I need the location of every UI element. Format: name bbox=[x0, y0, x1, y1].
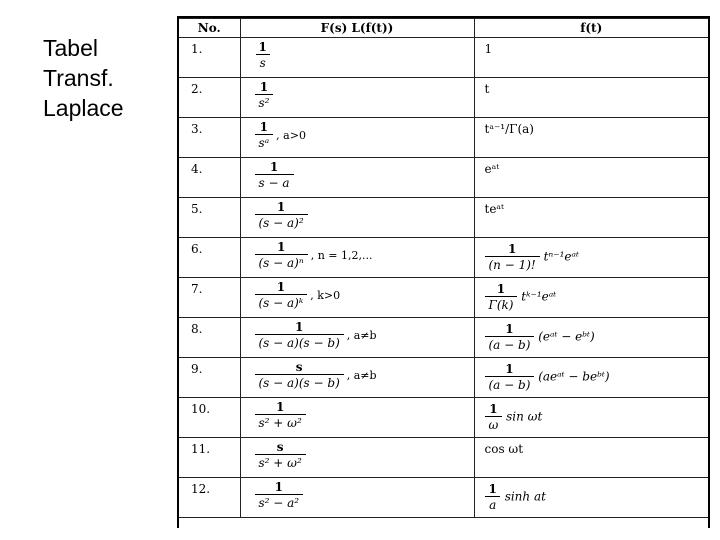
ft-text: t bbox=[484, 82, 490, 96]
fs-cell bbox=[240, 118, 474, 158]
fs-numerator: 1 bbox=[274, 480, 283, 494]
table-row bbox=[179, 358, 708, 398]
fs-fraction bbox=[255, 80, 274, 110]
fs-numerator: 1 bbox=[275, 400, 285, 414]
fs-fraction bbox=[255, 40, 271, 70]
ft-cell bbox=[474, 118, 708, 158]
row-number: 10. bbox=[179, 398, 240, 438]
header-no: No. bbox=[179, 19, 240, 38]
ft-text: tᵃ⁻¹/Γ(a) bbox=[484, 122, 534, 136]
fs-cell bbox=[240, 438, 474, 478]
table-row bbox=[179, 198, 708, 238]
fs-denominator: s² + ω² bbox=[255, 454, 306, 470]
ft-cell bbox=[474, 198, 708, 238]
fs-cell bbox=[240, 398, 474, 438]
fs-denominator: (s − a)ⁿ bbox=[255, 254, 308, 270]
ft-numerator: 1 bbox=[505, 322, 514, 336]
ft-expression: tᵏ⁻¹eᵃᵗ bbox=[521, 289, 557, 304]
row-number: 5. bbox=[179, 198, 240, 238]
fs-cell bbox=[240, 158, 474, 198]
ft-denominator: ω bbox=[485, 416, 503, 432]
fs-denominator: (s − a)(s − b) bbox=[255, 374, 344, 390]
fs-denominator: s bbox=[256, 54, 270, 70]
fs-numerator: 1 bbox=[259, 80, 269, 94]
row-number: 1. bbox=[179, 38, 240, 78]
fs-fraction bbox=[255, 440, 306, 470]
table-row bbox=[179, 478, 708, 518]
ft-cell bbox=[474, 318, 708, 358]
fs-numerator: 1 bbox=[276, 240, 286, 254]
row-number: 2. bbox=[179, 78, 240, 118]
fs-fraction bbox=[255, 280, 308, 310]
fs-fraction bbox=[255, 320, 344, 350]
table-row bbox=[179, 438, 708, 478]
row-number: 12. bbox=[179, 478, 240, 518]
ft-expression: sin ωt bbox=[506, 409, 543, 424]
row-number: 9. bbox=[179, 358, 240, 398]
fs-cell bbox=[240, 478, 474, 518]
fs-fraction bbox=[255, 200, 308, 230]
ft-expression: (aeᵃᵗ − beᵇᵗ) bbox=[538, 369, 610, 384]
ft-numerator: 1 bbox=[488, 482, 497, 496]
ft-expression: tⁿ⁻¹eᵃᵗ bbox=[543, 249, 579, 264]
ft-numerator: 1 bbox=[496, 282, 506, 296]
row-number: 6. bbox=[179, 238, 240, 278]
fs-numerator: s bbox=[295, 360, 303, 374]
ft-denominator: Γ(k) bbox=[485, 296, 518, 312]
ft-fraction bbox=[485, 362, 535, 392]
table-row bbox=[179, 318, 708, 358]
table-row bbox=[179, 238, 708, 278]
fs-denominator: s² + ω² bbox=[255, 414, 306, 430]
fs-denominator: s² − a² bbox=[255, 494, 304, 510]
ft-denominator: (a − b) bbox=[485, 376, 535, 392]
fs-condition: , a≠b bbox=[346, 328, 377, 342]
row-number: 7. bbox=[179, 278, 240, 318]
fs-denominator: (s − a)² bbox=[255, 214, 308, 230]
fs-denominator: (s − a)(s − b) bbox=[255, 334, 344, 350]
ft-cell bbox=[474, 438, 708, 478]
ft-numerator: 1 bbox=[505, 362, 514, 376]
ft-expression: sinh at bbox=[504, 489, 546, 504]
fs-numerator: s bbox=[276, 440, 284, 454]
table-row bbox=[179, 78, 708, 118]
row-number: 3. bbox=[179, 118, 240, 158]
fs-numerator: 1 bbox=[276, 280, 286, 294]
ft-fraction bbox=[485, 402, 503, 432]
fs-numerator: 1 bbox=[294, 320, 304, 334]
fs-fraction bbox=[255, 240, 308, 270]
fs-numerator: 1 bbox=[258, 40, 267, 54]
fs-fraction bbox=[255, 480, 304, 510]
fs-cell bbox=[240, 198, 474, 238]
ft-cell bbox=[474, 278, 708, 318]
ft-cell bbox=[474, 38, 708, 78]
ft-cell bbox=[474, 478, 708, 518]
table-header-row bbox=[179, 19, 708, 38]
fs-cell bbox=[240, 78, 474, 118]
ft-fraction bbox=[485, 282, 518, 312]
fs-numerator: 1 bbox=[269, 160, 279, 174]
header-ft: f(t) bbox=[474, 19, 708, 38]
table-row bbox=[179, 398, 708, 438]
header-fs: F(s) L(f(t)) bbox=[240, 19, 474, 38]
fs-condition: , k>0 bbox=[310, 288, 341, 302]
ft-expression: (eᵃᵗ − eᵇᵗ) bbox=[538, 329, 595, 344]
ft-fraction bbox=[485, 242, 540, 272]
row-number: 4. bbox=[179, 158, 240, 198]
title-line: Transf. bbox=[43, 65, 114, 91]
fs-cell bbox=[240, 318, 474, 358]
row-number: 11. bbox=[179, 438, 240, 478]
ft-fraction bbox=[485, 322, 535, 352]
fs-condition: , n = 1,2,... bbox=[310, 248, 373, 262]
fs-denominator: sᵃ bbox=[255, 134, 274, 150]
slide-title bbox=[43, 33, 163, 123]
fs-condition: , a≠b bbox=[346, 368, 377, 382]
title-line: Laplace bbox=[43, 95, 124, 121]
ft-text: teᵃᵗ bbox=[484, 202, 505, 216]
ft-text: cos ωt bbox=[484, 442, 524, 456]
fs-numerator: 1 bbox=[259, 120, 269, 134]
fs-cell bbox=[240, 358, 474, 398]
ft-text: 1 bbox=[484, 42, 493, 56]
fs-fraction bbox=[255, 360, 344, 390]
ft-numerator: 1 bbox=[489, 402, 498, 416]
ft-cell bbox=[474, 158, 708, 198]
ft-cell bbox=[474, 358, 708, 398]
fs-denominator: s² bbox=[255, 94, 274, 110]
fs-fraction bbox=[255, 160, 294, 190]
fs-condition: , a>0 bbox=[276, 128, 306, 142]
table-row bbox=[179, 118, 708, 158]
table-row bbox=[179, 158, 708, 198]
ft-denominator: a bbox=[485, 496, 500, 512]
row-number: 8. bbox=[179, 318, 240, 358]
fs-cell bbox=[240, 238, 474, 278]
ft-cell bbox=[474, 78, 708, 118]
title-line: Tabel bbox=[43, 35, 98, 61]
ft-cell bbox=[474, 398, 708, 438]
ft-denominator: (a − b) bbox=[485, 336, 535, 352]
table-row bbox=[179, 38, 708, 78]
fs-numerator: 1 bbox=[276, 200, 286, 214]
table-row bbox=[179, 278, 708, 318]
ft-numerator: 1 bbox=[507, 242, 517, 256]
ft-fraction bbox=[485, 482, 501, 512]
fs-denominator: s − a bbox=[255, 174, 294, 190]
fs-fraction bbox=[255, 400, 306, 430]
laplace-table bbox=[177, 16, 710, 528]
fs-denominator: (s − a)ᵏ bbox=[255, 294, 308, 310]
ft-denominator: (n − 1)! bbox=[485, 256, 540, 272]
ft-cell bbox=[474, 238, 708, 278]
ft-text: eᵃᵗ bbox=[484, 162, 500, 176]
fs-cell bbox=[240, 278, 474, 318]
fs-fraction bbox=[255, 120, 274, 150]
fs-cell bbox=[240, 38, 474, 78]
